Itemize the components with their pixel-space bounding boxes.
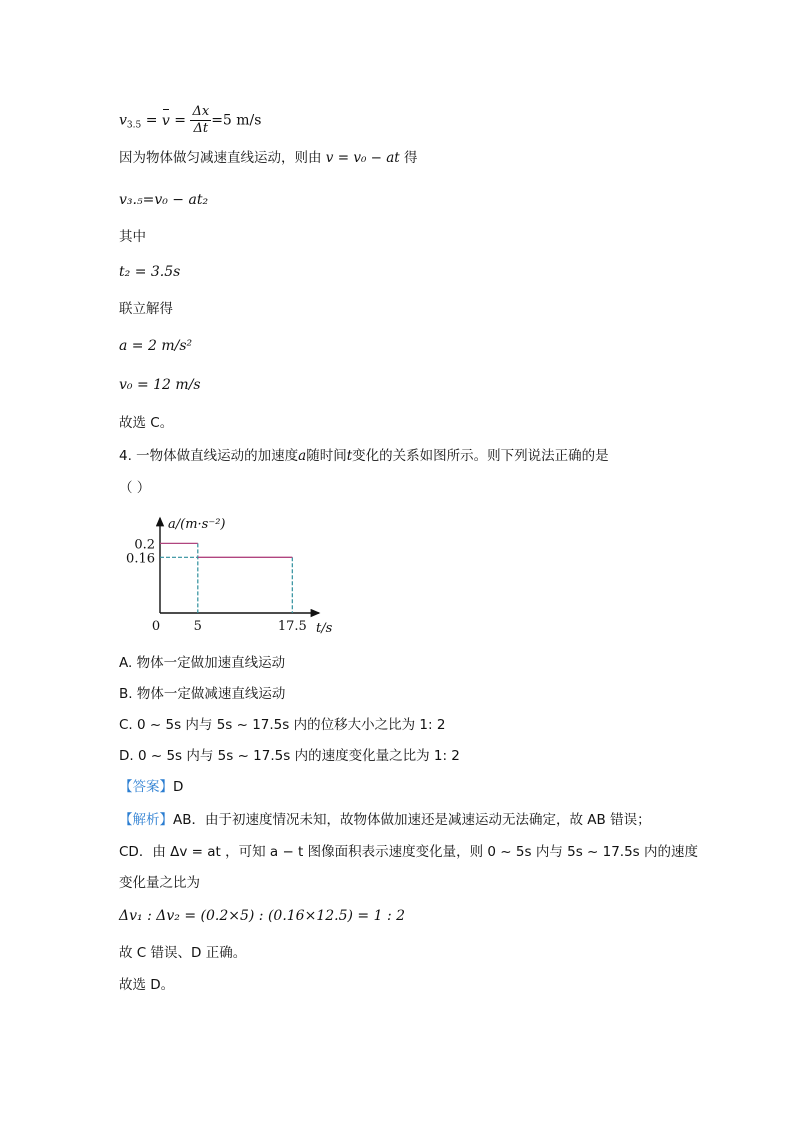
eq-average-velocity: $v_{3.5} = v$ = $\frac{\Delta x}{\Delta t}$ =5 m/s bbox=[119, 104, 262, 136]
analysis-ab-text: AB．由于初速度情况未知，故物体做加速还是减速运动无法确定，故 AB 错误； bbox=[173, 812, 651, 828]
analysis-ratio-equation: Δv₁ : Δv₂ = (0.2×5) : (0.16×12.5) = 1 : 2 bbox=[119, 908, 406, 924]
answer-label: 【答案】 bbox=[119, 779, 173, 795]
choose-d-text: 故选 D。 bbox=[119, 977, 175, 993]
fraction-numerator: Δx bbox=[192, 104, 210, 119]
answer-parentheses: （ ） bbox=[119, 480, 151, 496]
stem-part-a: 4. 一物体做直线运动的加速度 bbox=[119, 448, 299, 464]
analysis-line-1 bbox=[119, 810, 651, 830]
y-tick-label-0.16: 0.16 bbox=[126, 551, 155, 567]
eq-v0-value: v₀ = 12 m/s bbox=[119, 377, 201, 393]
option-b: B. 物体一定做减速直线运动 bbox=[119, 686, 286, 702]
v35-subscript: 3.5 bbox=[126, 120, 142, 131]
analysis-line-3: 变化量之比为 bbox=[119, 875, 200, 891]
x-tick-label-17.5: 17.5 bbox=[277, 619, 307, 634]
delta-fraction bbox=[190, 104, 211, 137]
analysis-line-2: CD．由 Δv = at ，可知 a − t 图像面积表示速度变化量，则 0 ~ 5s 内与 5s ~ 17.5s 内的速度 bbox=[119, 844, 699, 860]
reason-text: 因为物体做匀减速直线运动，则由 bbox=[119, 150, 322, 166]
stem-var-a: a bbox=[298, 448, 307, 464]
reason-line bbox=[119, 148, 418, 168]
reason-tail: 得 bbox=[404, 150, 418, 166]
option-c: C. 0 ~ 5s 内与 5s ~ 17.5s 内的位移大小之比为 1: 2 bbox=[119, 717, 446, 733]
eq-v35: v₃.₅=v₀ − at₂ bbox=[119, 192, 209, 208]
x-tick-label-0: 0 bbox=[151, 619, 161, 634]
x-axis-label: t/s bbox=[316, 621, 333, 636]
answer-line bbox=[119, 777, 183, 797]
v35-symbol: v bbox=[119, 112, 127, 129]
analysis-label: 【解析】 bbox=[119, 812, 173, 828]
option-d: D. 0 ~ 5s 内与 5s ~ 17.5s 内的速度变化量之比为 1: 2 bbox=[119, 748, 460, 764]
x-tick-label-5: 5 bbox=[193, 619, 202, 634]
analysis-conclusion: 故 C 错误、D 正确。 bbox=[119, 945, 247, 961]
question-stem bbox=[119, 446, 609, 466]
fraction-denominator: Δt bbox=[193, 121, 209, 136]
acceleration-time-graph bbox=[124, 510, 334, 636]
v-bar-symbol: v bbox=[161, 112, 170, 129]
option-a: A. 物体一定做加速直线运动 bbox=[119, 655, 286, 671]
reason-formula: v = v₀ − at bbox=[325, 150, 400, 166]
stem-var-t: t bbox=[346, 448, 353, 464]
stem-part-b: 随时间 bbox=[306, 448, 347, 464]
eq-t2: t₂ = 3.5s bbox=[119, 264, 181, 280]
lianli-text: 联立解得 bbox=[119, 301, 173, 317]
answer-value: D bbox=[173, 779, 184, 795]
y-tick-label-0.2: 0.2 bbox=[134, 537, 155, 553]
stem-part-c: 变化的关系如图所示。则下列说法正确的是 bbox=[352, 448, 609, 464]
eq-a-value: a = 2 m/s² bbox=[119, 338, 193, 354]
choose-c-text: 故选 C。 bbox=[119, 415, 174, 431]
qizhong-text: 其中 bbox=[119, 229, 146, 245]
eq-average-result: =5 m/s bbox=[211, 112, 262, 129]
y-axis-label: a/(m·s⁻²) bbox=[168, 517, 226, 532]
